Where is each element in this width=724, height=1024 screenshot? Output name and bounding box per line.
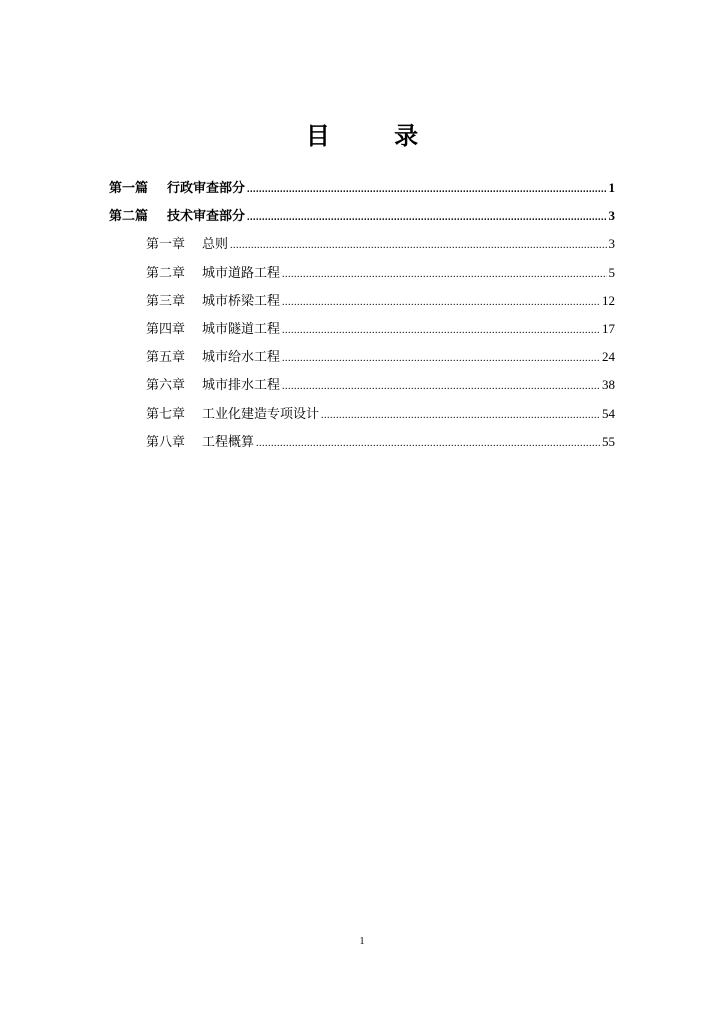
table-of-contents — [109, 176, 615, 458]
dot-leader — [230, 234, 606, 258]
toc-entry-title: 城市隧道工程 — [202, 321, 281, 337]
toc-entry-number: 第二篇 — [109, 209, 149, 225]
toc-entry-number: 第一篇 — [109, 181, 149, 196]
toc-entry-page: 54 — [602, 405, 615, 421]
toc-entry-part-1[interactable] — [109, 176, 615, 204]
toc-entry-chapter-2[interactable] — [109, 261, 615, 289]
toc-entry-title: 城市排水工程 — [202, 378, 281, 394]
toc-entry-title: 技术审查部分 — [167, 209, 246, 225]
dot-leader — [282, 319, 600, 343]
page-title: 目 录 — [305, 122, 447, 150]
toc-entry-page: 55 — [602, 433, 615, 449]
toc-entry-number: 第七章 — [146, 406, 186, 422]
toc-entry-chapter-7[interactable] — [109, 402, 615, 430]
toc-entry-number: 第六章 — [146, 378, 186, 394]
toc-entry-page: 24 — [602, 349, 615, 365]
dot-leader — [256, 432, 600, 456]
toc-entry-chapter-1[interactable] — [109, 232, 615, 260]
toc-entry-chapter-8[interactable] — [109, 430, 615, 458]
dot-leader — [282, 263, 606, 287]
toc-entry-page: 5 — [608, 264, 615, 280]
toc-entry-chapter-3[interactable] — [109, 289, 615, 317]
dot-leader — [282, 291, 600, 315]
toc-entry-chapter-6[interactable] — [109, 373, 615, 401]
toc-entry-number: 第五章 — [146, 350, 186, 366]
toc-entry-number: 第一章 — [146, 237, 186, 253]
dot-leader — [321, 404, 600, 428]
toc-entry-page: 38 — [602, 377, 615, 393]
toc-entry-page: 3 — [608, 236, 615, 252]
toc-entry-page: 17 — [602, 320, 615, 336]
toc-entry-number: 第二章 — [146, 265, 186, 281]
toc-entry-title: 城市道路工程 — [202, 265, 281, 281]
toc-entry-page: 1 — [608, 180, 615, 195]
dot-leader — [282, 347, 600, 371]
toc-entry-part-2[interactable] — [109, 204, 615, 232]
toc-entry-number: 第三章 — [146, 293, 186, 309]
toc-entry-page: 3 — [608, 208, 615, 224]
toc-entry-chapter-5[interactable] — [109, 345, 615, 373]
toc-entry-title: 城市桥梁工程 — [202, 293, 281, 309]
toc-entry-number: 第八章 — [146, 434, 186, 450]
toc-entry-page: 12 — [602, 292, 615, 308]
toc-entry-title: 城市给水工程 — [202, 350, 281, 366]
dot-leader — [282, 375, 600, 399]
toc-entry-title: 行政审查部分 — [167, 181, 246, 196]
toc-entry-title: 总则 — [202, 237, 229, 253]
dot-leader — [247, 206, 606, 230]
footer-page-number: 1 — [359, 936, 365, 947]
toc-entry-title: 工程概算 — [202, 434, 255, 450]
toc-entry-title: 工业化建造专项设计 — [202, 406, 320, 422]
dot-leader — [247, 178, 606, 202]
toc-entry-number: 第四章 — [146, 321, 186, 337]
toc-entry-chapter-4[interactable] — [109, 317, 615, 345]
